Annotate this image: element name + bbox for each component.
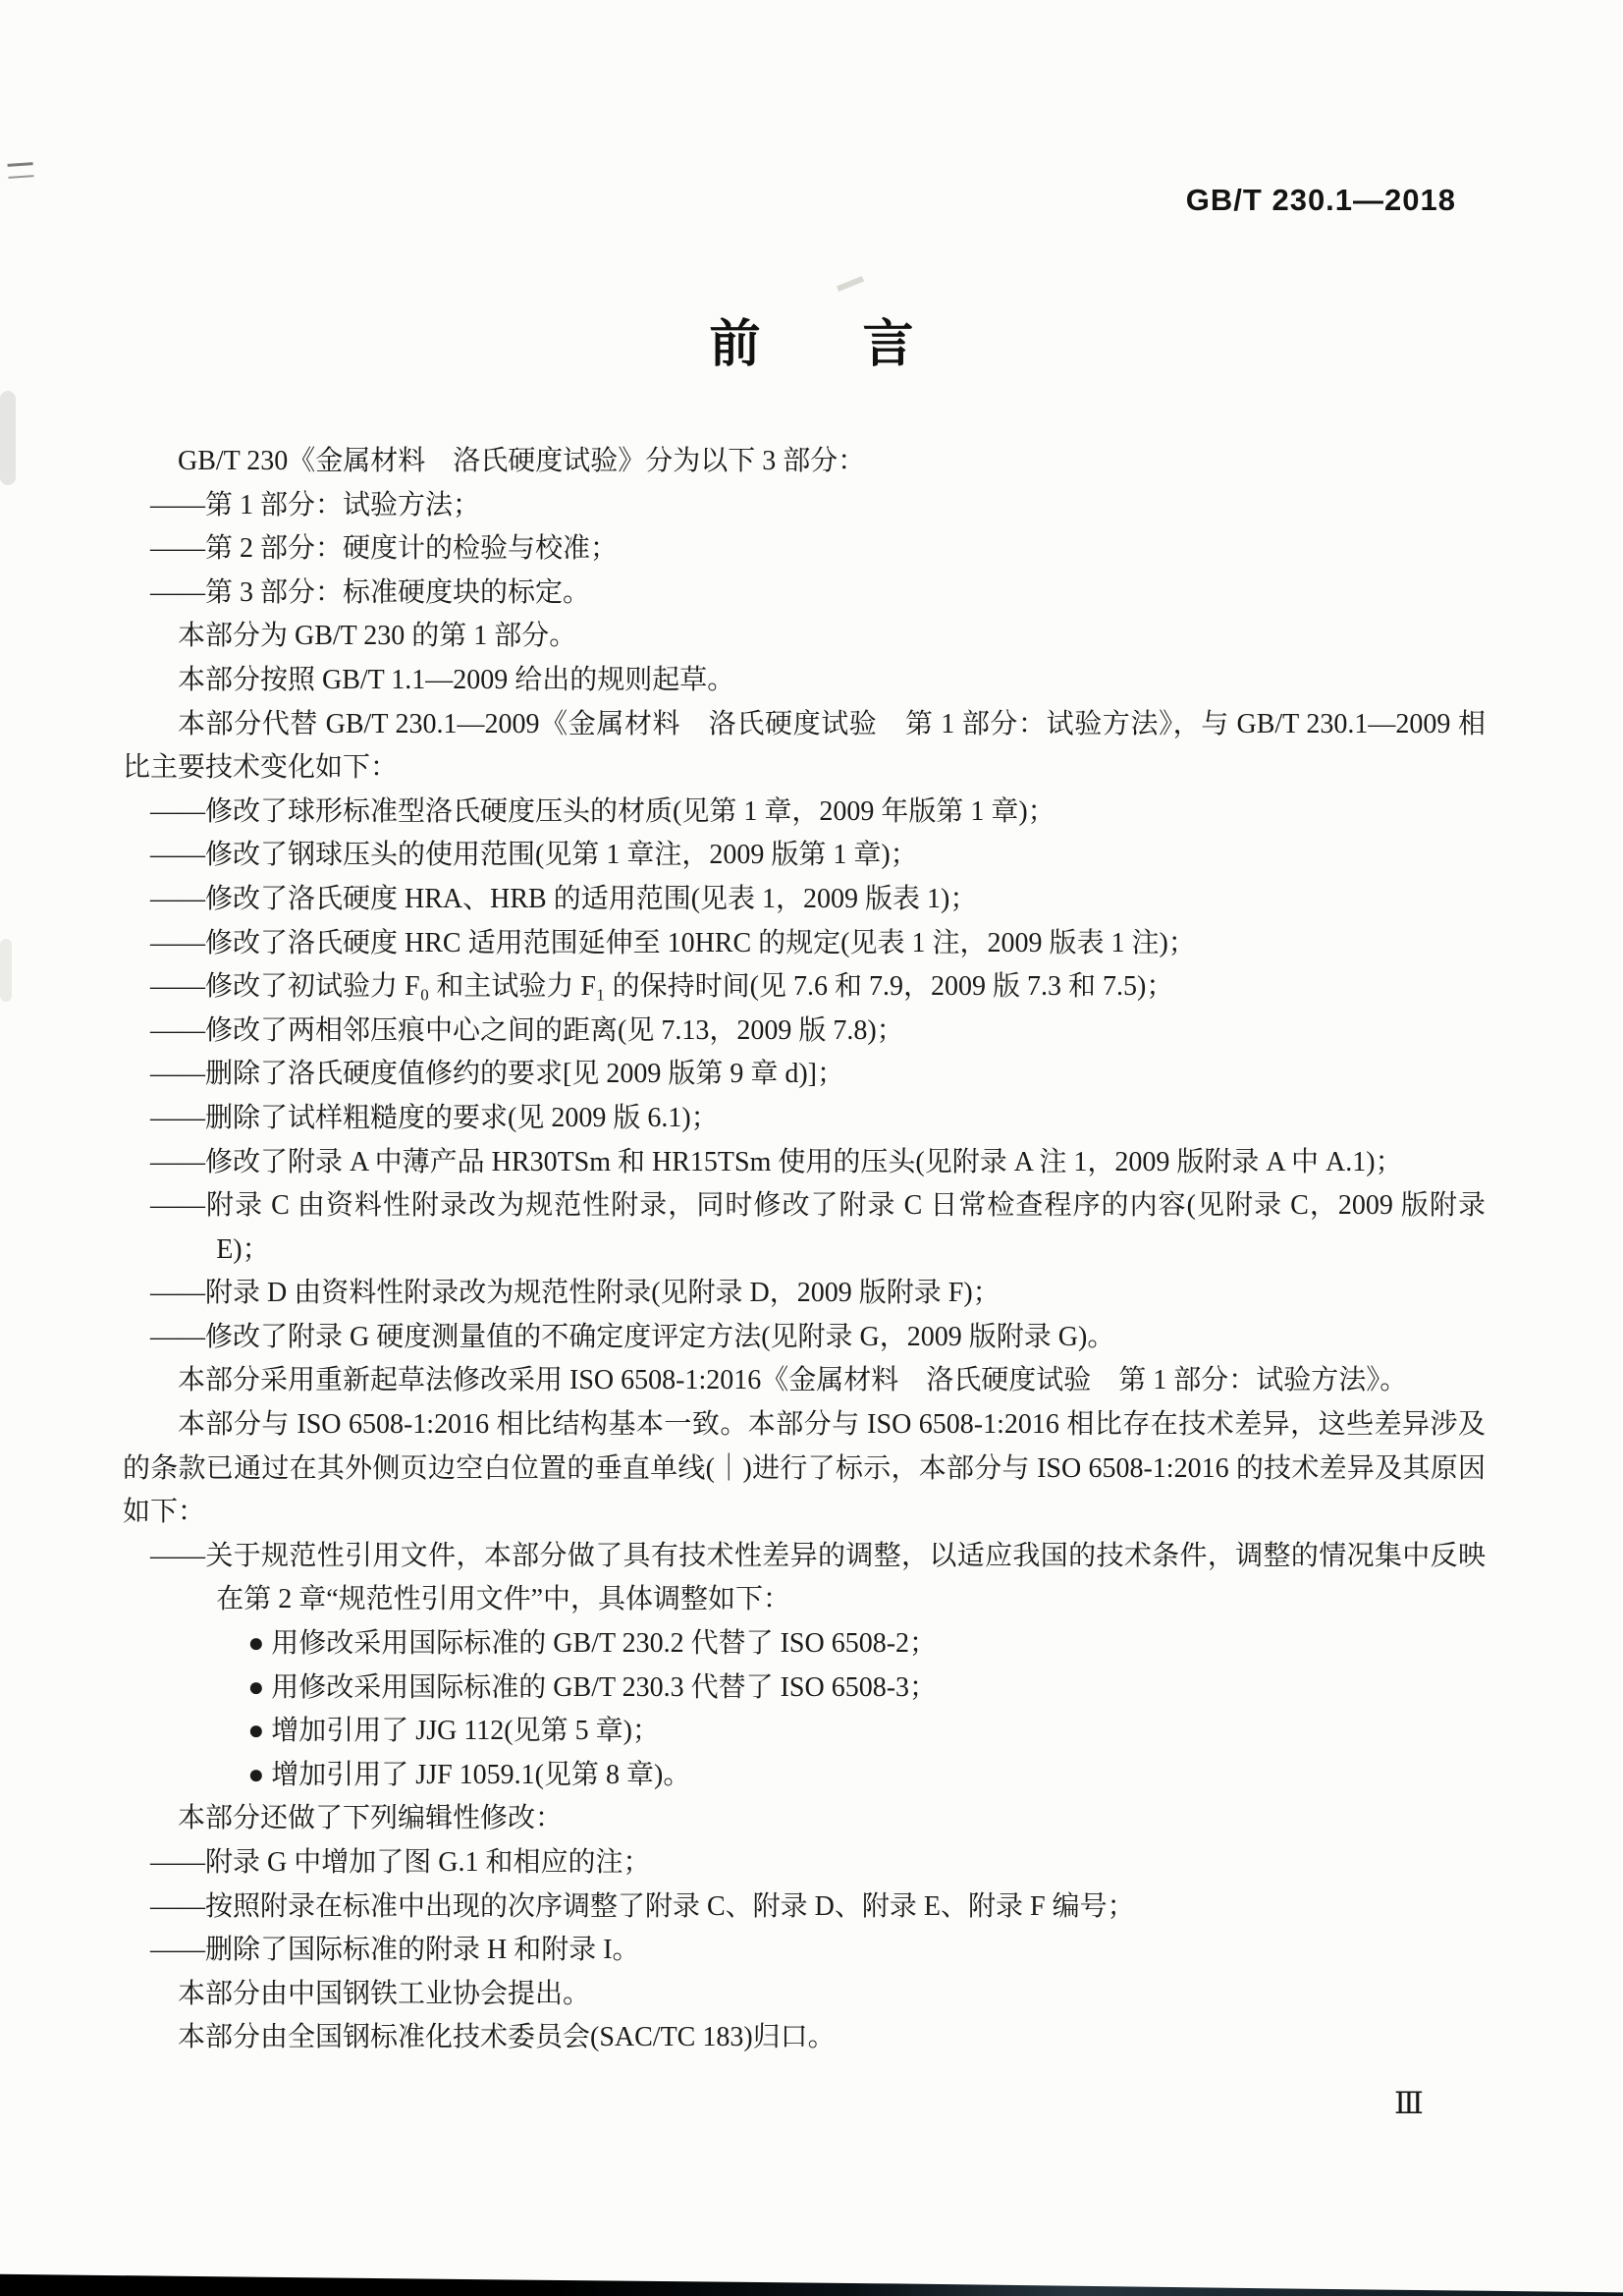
paragraph: 本部分代替 GB/T 230.1—2009《金属材料 洛氏硬度试验 第 1 部分：试验方法》，与 GB/T 230.1—2009 相比主要技术变化如下：: [123, 708, 1486, 784]
paragraph: ● 增加引用了 JJF 1059.1(见第 8 章)。: [247, 1759, 691, 1790]
scan-artifact-smudge: [0, 939, 12, 1002]
paragraph: ——修改了钢球压头的使用范围(见第 1 章注，2009 版第 1 章)；: [150, 840, 918, 871]
paragraph: ——修改了球形标准型洛氏硬度压头的材质(见第 1 章，2009 年版第 1 章)；: [150, 795, 1055, 827]
paragraph: ——修改了初试验力 F₀ 和主试验力 F₁ 的保持时间(见 7.6 和 7.9，2009 版 7.3 和 7.5)；: [150, 971, 1174, 1003]
foreword-body: [123, 440, 1486, 2060]
scan-artifact-smudge: [837, 276, 864, 292]
paragraph: ——删除了洛氏硬度值修约的要求[见 2009 版第 9 章 d)]；: [150, 1059, 844, 1090]
paragraph: ——删除了国际标准的附录 H 和附录 I。: [150, 1935, 640, 1966]
standard-code-header: GB/T 230.1—2018: [1185, 183, 1456, 217]
scan-artifact-mark: [8, 162, 34, 179]
paragraph: ● 用修改采用国际标准的 GB/T 230.2 代替了 ISO 6508-2；: [247, 1628, 938, 1660]
page-number: Ⅲ: [1394, 2086, 1424, 2120]
paragraph: ——删除了试样粗糙度的要求(见 2009 版 6.1)；: [150, 1102, 719, 1133]
paragraph: GB/T 230《金属材料 洛氏硬度试验》分为以下 3 部分：: [178, 446, 866, 476]
paragraph: 本部分还做了下列编辑性修改：: [178, 1803, 564, 1834]
scan-artifact-smudge: [0, 391, 16, 485]
paragraph: 本部分由全国钢标准化技术委员会(SAC/TC 183)归口。: [178, 2022, 836, 2053]
paragraph: ——第 2 部分：硬度计的检验与校准；: [150, 533, 619, 565]
paragraph: 本部分为 GB/T 230 的第 1 部分。: [178, 621, 577, 652]
paragraph: ——附录 C 由资料性附录改为规范性附录，同时修改了附录 C 日常检查程序的内容(见附录 C，2009 版附录 E)；: [150, 1190, 1486, 1265]
paragraph: ——附录 G 中增加了图 G.1 和相应的注；: [150, 1847, 651, 1878]
paragraph: ——修改了附录 G 硬度测量值的不确定度评定方法(见附录 G，2009 版附录 G)。: [150, 1321, 1115, 1352]
scan-artifact-bottom-edge: [0, 2267, 1623, 2296]
paragraph: ——修改了洛氏硬度 HRC 适用范围延伸至 10HRC 的规定(见表 1 注，2009 版表 1 注)；: [150, 927, 1196, 958]
paragraph: ——修改了洛氏硬度 HRA、HRB 的适用范围(见表 1，2009 版表 1)；: [150, 883, 978, 914]
paragraph: ● 增加引用了 JJG 112(见第 5 章)；: [247, 1716, 660, 1747]
paragraph: 本部分与 ISO 6508-1:2016 相比结构基本一致。本部分与 ISO 6508-1:2016 相比存在技术差异，这些差异涉及的条款已通过在其外侧页边空白位置的垂直单线(｜)进行了标示，本部分与 ISO 6508-1:2016 的技术差异及其原因如下：: [123, 1409, 1486, 1528]
paragraph: ——按照附录在标准中出现的次序调整了附录 C、附录 D、附录 E、附录 F 编号；: [150, 1890, 1135, 1922]
paragraph: 本部分采用重新起草法修改采用 ISO 6508-1:2016《金属材料 洛氏硬度试验 第 1 部分：试验方法》。: [178, 1365, 1408, 1396]
paragraph: ——第 3 部分：标准硬度块的标定。: [150, 576, 591, 608]
foreword-title: 前 言: [709, 316, 914, 373]
paragraph: ——附录 D 由资料性附录改为规范性附录(见附录 D，2009 版附录 F)；: [150, 1278, 1001, 1309]
paragraph: ——第 1 部分：试验方法；: [150, 489, 481, 520]
paragraph: ——关于规范性引用文件，本部分做了具有技术性差异的调整，以适应我国的技术条件，调整的情况集中反映在第 2 章“规范性引用文件”中，具体调整如下：: [150, 1540, 1486, 1615]
paragraph: 本部分由中国钢铁工业协会提出。: [178, 1978, 591, 2009]
paragraph: ——修改了附录 A 中薄产品 HR30TSm 和 HR15TSm 使用的压头(见附录 A 注 1，2009 版附录 A 中 A.1)；: [150, 1146, 1403, 1177]
paragraph: ——修改了两相邻压痕中心之间的距离(见 7.13，2009 版 7.8)；: [150, 1014, 904, 1046]
paragraph: ● 用修改采用国际标准的 GB/T 230.3 代替了 ISO 6508-3；: [247, 1671, 938, 1703]
paragraph: 本部分按照 GB/T 1.1—2009 给出的规则起草。: [178, 664, 735, 695]
